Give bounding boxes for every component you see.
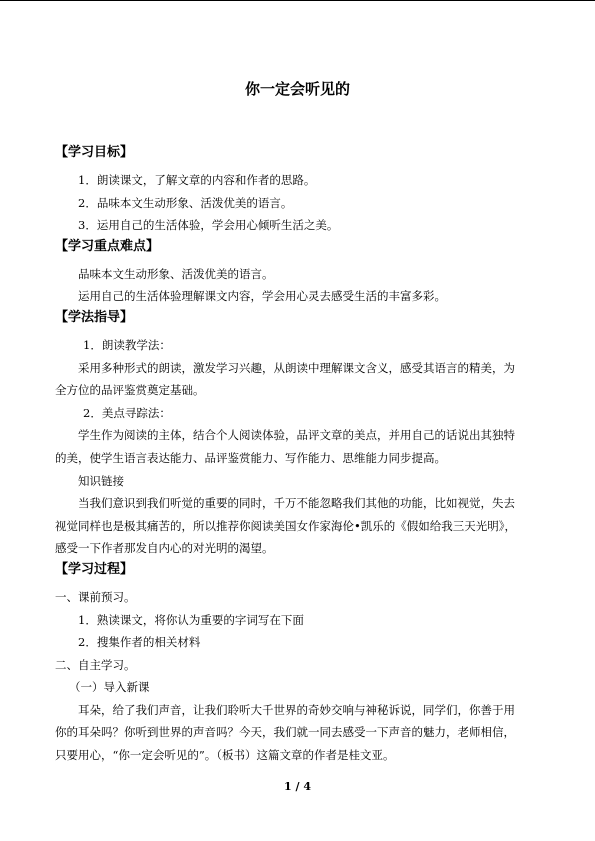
knowledge-link-title: 知识链接 [78,473,124,488]
document-body [55,143,545,767]
list-item: 2．品味本文生动形象、活泼优美的语言。 [78,195,293,210]
paragraph-line: 全方位的品评鉴赏奠定基础。 [55,383,205,398]
section-heading-process: 【学习过程】 [55,561,134,577]
list-item: 品味本文生动形象、活泼优美的语言。 [78,266,274,281]
page-number: 1 / 4 [284,780,311,793]
process-step: 二、自主学习。 [55,657,136,672]
paragraph-line: 当我们意识到我们听觉的重要的同时，千万不能忽略我们其他的功能，比如视觉，失去 [78,496,515,511]
paragraph-line: 视觉同样也是极其痛苦的，所以推荐你阅读美国女作家海伦•凯乐的《假如给我三天光明》， [55,518,517,533]
section-heading-methods: 【学法指导】 [55,309,134,325]
paragraph-line: 采用多种形式的朗读，激发学习兴趣，从朗读中理解课文含义，感受其语言的精美，为 [78,360,515,375]
method-title: 2．美点寻踪法： [83,405,171,420]
section-heading-goals: 【学习目标】 [55,145,134,160]
paragraph-line: 你的耳朵吗？你听到世界的声音吗？今天，我们就一同去感受一下声音的魅力，老师相信， [55,725,515,740]
list-item: 运用自己的生活体验理解课文内容，学会用心灵去感受生活的丰富多彩。 [78,289,446,304]
list-item: 3．运用自己的生活体验，学会用心倾听生活之美。 [78,218,339,233]
paragraph-line: 的美，使学生语言表达能力、品评鉴赏能力、写作能力、思维能力同步提高。 [55,450,446,465]
paragraph-line: 耳朵，给了我们声音，让我们聆听大千世界的奇妙交响与神秘诉说，同学们，你善于用 [78,702,515,717]
list-item: 1．朗读课文，了解文章的内容和作者的思路。 [78,173,316,187]
section-heading-keypoints: 【学习重点难点】 [55,238,160,254]
page-title: 你一定会听见的 [244,80,350,98]
list-item: 2．搜集作者的相关材料 [78,635,201,650]
method-title: 1．朗读教学法： [83,337,171,352]
process-step: 一、课前预习。 [55,589,136,604]
paragraph-line: 感受一下作者那发自内心的对光明的渴望。 [55,541,274,556]
process-substep: （一）导入新课 [69,680,150,695]
top-rule [0,0,595,1]
paragraph-line: 只要用心，“你一定会听见的”。（板书）这篇文章的作者是桂文亚。 [55,748,395,763]
list-item: 1．熟读课文，将你认为重要的字词写在下面 [78,612,304,627]
paragraph-line: 学生作为阅读的主体，结合个人阅读体验，品评文章的美点，并用自己的话说出其独特 [78,428,515,443]
